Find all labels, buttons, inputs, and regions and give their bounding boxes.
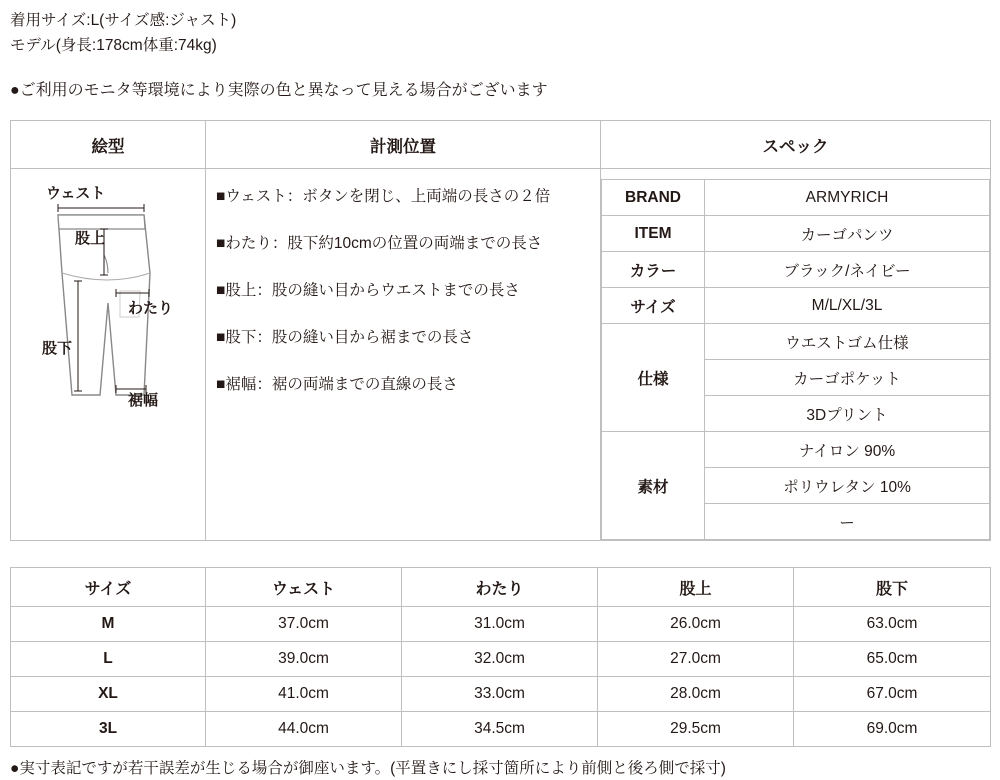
l-rise: 27.0cm <box>598 642 794 677</box>
size-header-size: サイズ <box>11 568 206 607</box>
desc-waist: ■ウェスト：ボタンを閉じ、上両端の長さの２倍 <box>216 188 551 205</box>
l-thigh: 32.0cm <box>402 642 598 677</box>
header-measure-points: 計測位置 <box>206 121 601 169</box>
measurement-main-table <box>10 120 991 541</box>
3l-rise: 29.5cm <box>598 712 794 747</box>
spec-row-material-1 <box>602 432 990 468</box>
xl-inseam: 67.0cm <box>794 677 991 712</box>
spec-value-size: M/L/XL/3L <box>705 288 990 324</box>
size-header-rise: 股上 <box>598 568 794 607</box>
spec-value-material-2: ポリウレタン 10% <box>705 468 990 504</box>
spec-key-brand: BRAND <box>602 180 705 216</box>
spec-value-material-3: ー <box>705 504 990 540</box>
spec-value-feature-2: カーゴポケット <box>705 360 990 396</box>
spec-table <box>601 179 990 540</box>
l-waist: 39.0cm <box>206 642 402 677</box>
m-inseam: 63.0cm <box>794 607 991 642</box>
3l-thigh: 34.5cm <box>402 712 598 747</box>
spec-cell <box>601 169 991 541</box>
desc-inseam: ■股下：股の縫い目から裾までの長さ <box>216 329 474 346</box>
model-info-note: モデル(身長:178cm体重:74kg) <box>10 37 217 54</box>
size-header-inseam: 股下 <box>794 568 991 607</box>
main-table-header-row <box>11 121 991 169</box>
3l-inseam: 69.0cm <box>794 712 991 747</box>
label-thigh: わたり <box>127 300 173 317</box>
spec-value-brand: ARMYRICH <box>705 180 990 216</box>
table-row <box>11 677 991 712</box>
size-table-header-row <box>11 568 991 607</box>
xl-rise: 28.0cm <box>598 677 794 712</box>
m-waist: 37.0cm <box>206 607 402 642</box>
size-header-thigh: わたり <box>402 568 598 607</box>
spec-key-item: ITEM <box>602 216 705 252</box>
size-chart-table <box>10 567 991 747</box>
spec-value-item: カーゴパンツ <box>705 216 990 252</box>
size-cell-3l: 3L <box>11 712 206 747</box>
monitor-color-note: ●ご利用のモニタ等環境により実際の色と異なって見える場合がございます <box>10 82 548 99</box>
measurement-descriptions-cell <box>206 169 601 541</box>
3l-waist: 44.0cm <box>206 712 402 747</box>
m-rise: 26.0cm <box>598 607 794 642</box>
xl-thigh: 33.0cm <box>402 677 598 712</box>
spec-key-color: カラー <box>602 252 705 288</box>
header-figure: 絵型 <box>11 121 206 169</box>
main-table-body-row <box>11 169 991 541</box>
size-cell-l: L <box>11 642 206 677</box>
spec-key-size: サイズ <box>602 288 705 324</box>
table-row <box>11 607 991 642</box>
desc-thigh: ■わたり：股下約10cmの位置の両端までの長さ <box>216 235 543 252</box>
spec-value-feature-3: 3Dプリント <box>705 396 990 432</box>
size-cell-m: M <box>11 607 206 642</box>
spec-row-feature-1 <box>602 324 990 360</box>
spec-row-color <box>602 252 990 288</box>
spec-key-feature: 仕様 <box>602 324 705 432</box>
size-cell-xl: XL <box>11 677 206 712</box>
header-spec: スペック <box>601 121 991 169</box>
xl-waist: 41.0cm <box>206 677 402 712</box>
label-inseam: 股下 <box>41 340 72 357</box>
wearing-size-note: 着用サイズ:L(サイズ感:ジャスト) <box>10 12 237 29</box>
label-rise: 股上 <box>74 230 105 247</box>
pants-diagram-icon <box>16 183 201 418</box>
spec-row-item <box>602 216 990 252</box>
spec-row-size <box>602 288 990 324</box>
l-inseam: 65.0cm <box>794 642 991 677</box>
desc-rise: ■股上：股の縫い目からウエストまでの長さ <box>216 282 520 299</box>
table-row <box>11 642 991 677</box>
desc-hem: ■裾幅：裾の両端までの直線の長さ <box>216 376 458 393</box>
measurement-disclaimer-note: ●実寸表記ですが若干誤差が生じる場合が御座います。(平置きにし採寸箇所により前側と後ろ側で採寸) <box>10 760 726 777</box>
size-header-waist: ウェスト <box>206 568 402 607</box>
spec-value-material-1: ナイロン 90% <box>705 432 990 468</box>
pants-diagram-cell <box>11 169 206 541</box>
label-waist: ウェスト <box>45 185 105 202</box>
label-hem: 裾幅 <box>127 392 158 409</box>
spec-value-color: ブラック/ネイビー <box>705 252 990 288</box>
m-thigh: 31.0cm <box>402 607 598 642</box>
spec-value-feature-1: ウエストゴム仕様 <box>705 324 990 360</box>
spec-row-brand <box>602 180 990 216</box>
table-row <box>11 712 991 747</box>
spec-key-material: 素材 <box>602 432 705 540</box>
top-notes <box>0 0 1000 58</box>
